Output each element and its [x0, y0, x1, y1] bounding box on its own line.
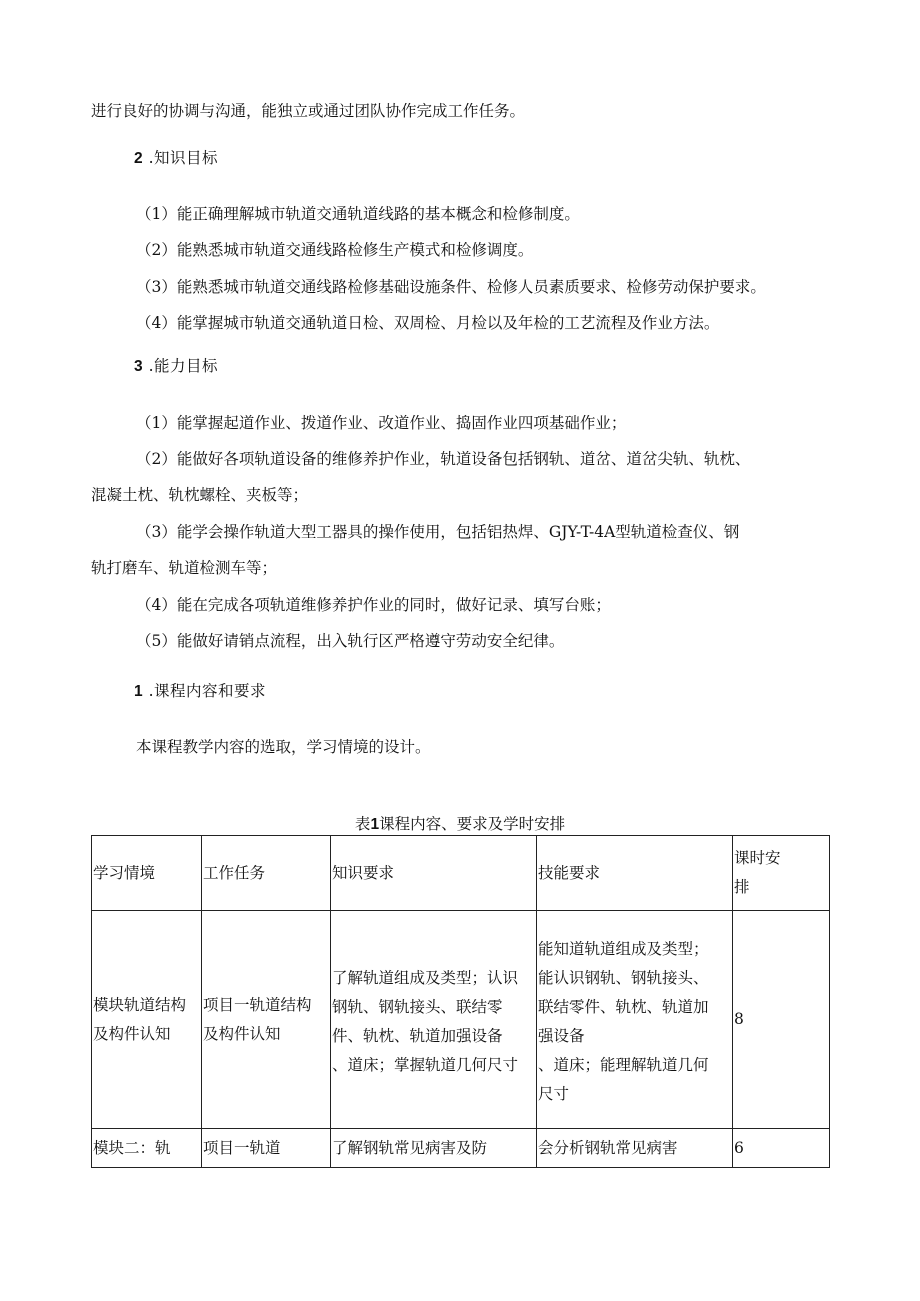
row1-skill-line-5: 、道床；能理解轨道几何: [538, 1055, 709, 1074]
knowledge-heading-title: .知识目标: [148, 149, 218, 167]
row1-hours: 8: [733, 911, 830, 1129]
row1-skill-line-2: 能认识钢轨、钢轨接头、: [538, 968, 709, 987]
table-row: [92, 911, 830, 1129]
row1-knowledge-line-2: 钢轨、钢轨接头、联结零: [332, 997, 503, 1016]
ability-heading: [134, 356, 218, 377]
header-knowledge: 知识要求: [331, 836, 537, 911]
row1-knowledge-line-3: 件、轨枕、轨道加强设备: [332, 1026, 503, 1045]
table-caption: [0, 814, 920, 835]
row2-knowledge: 了解钢轨常见病害及防: [331, 1129, 537, 1168]
content-heading-title: .课程内容和要求: [148, 682, 266, 700]
ability-item-3-line-1: （3）能学会操作轨道大型工器具的操作使用，包括铝热焊、GJY-T-4A型轨道检查仪、钢: [136, 523, 740, 541]
ability-heading-number: 3: [134, 358, 144, 375]
ability-item-2-line-2: 混凝土枕、轨枕螺栓、夹板等；: [91, 486, 309, 504]
ability-item-1: （1）能掌握起道作业、拨道作业、改道作业、捣固作业四项基础作业；: [136, 414, 627, 432]
row1-situation: [92, 911, 202, 1129]
row1-skill-line-6: 尺寸: [538, 1084, 570, 1103]
row1-task-line-2: 及构件认知: [203, 1024, 281, 1043]
row1-skill-line-1: 能知道轨道组成及类型；: [538, 939, 709, 958]
intro-tail-text: 进行良好的协调与沟通，能独立或通过团队协作完成工作任务。: [91, 102, 526, 120]
header-skill: 技能要求: [537, 836, 733, 911]
table-row: [92, 1129, 830, 1168]
row1-skill: [537, 911, 733, 1129]
knowledge-heading-number: 2: [134, 150, 144, 167]
table-header-row: [92, 836, 830, 911]
knowledge-item-3: （3）能熟悉城市轨道交通线路检修基础设施条件、检修人员素质要求、检修劳动保护要求。: [136, 278, 766, 296]
ability-item-2-line-1: （2）能做好各项轨道设备的维修养护作业，轨道设备包括钢轨、道岔、道岔尖轨、轨枕、: [136, 450, 751, 468]
course-table: [91, 835, 830, 1168]
header-hours-line-2: 排: [734, 878, 750, 896]
row2-task: 项目一轨道: [202, 1129, 331, 1168]
ability-item-5: （5）能做好请销点流程，出入轨行区严格遵守劳动安全纪律。: [136, 632, 565, 650]
row1-situation-line-2: 及构件认知: [93, 1024, 171, 1043]
row1-knowledge: [331, 911, 537, 1129]
row1-knowledge-line-4: 、道床；掌握轨道几何尺寸: [332, 1055, 519, 1074]
table-caption-text: 课程内容、要求及学时安排: [379, 815, 566, 833]
row1-skill-line-3: 联结零件、轨枕、轨道加: [538, 997, 709, 1016]
row1-task-line-1: 项目一轨道结构: [203, 995, 312, 1014]
knowledge-item-2: （2）能熟悉城市轨道交通线路检修生产模式和检修调度。: [136, 241, 534, 259]
header-situation: 学习情境: [92, 836, 202, 911]
ability-heading-title: .能力目标: [148, 357, 218, 375]
row1-task: [202, 911, 331, 1129]
row1-skill-line-4: 强设备: [538, 1026, 585, 1045]
row2-skill: 会分析钢轨常见病害: [537, 1129, 733, 1168]
header-hours: [733, 836, 830, 911]
knowledge-item-4: （4）能掌握城市轨道交通轨道日检、双周检、月检以及年检的工艺流程及作业方法。: [136, 314, 720, 332]
knowledge-heading: [134, 148, 218, 169]
ability-item-4: （4）能在完成各项轨道维修养护作业的同时，做好记录、填写台账；: [136, 596, 611, 614]
content-heading-number: 1: [134, 683, 144, 700]
knowledge-item-1: （1）能正确理解城市轨道交通轨道线路的基本概念和检修制度。: [136, 205, 580, 223]
row1-situation-line-1: 模块轨道结构: [93, 995, 187, 1014]
table-caption-prefix: 表: [354, 815, 371, 833]
table-caption-number: 1: [370, 816, 380, 833]
content-heading: [134, 681, 266, 702]
row1-knowledge-line-1: 了解轨道组成及类型；认识: [332, 968, 519, 987]
ability-item-3-line-2: 轨打磨车、轨道检测车等；: [91, 559, 278, 577]
header-hours-line-1: 课时安: [734, 849, 781, 867]
header-task: 工作任务: [202, 836, 331, 911]
row2-situation: 模块二：轨: [92, 1129, 202, 1168]
content-body: 本课程教学内容的选取，学习情境的设计。: [136, 738, 431, 756]
row2-hours: 6: [733, 1129, 830, 1168]
